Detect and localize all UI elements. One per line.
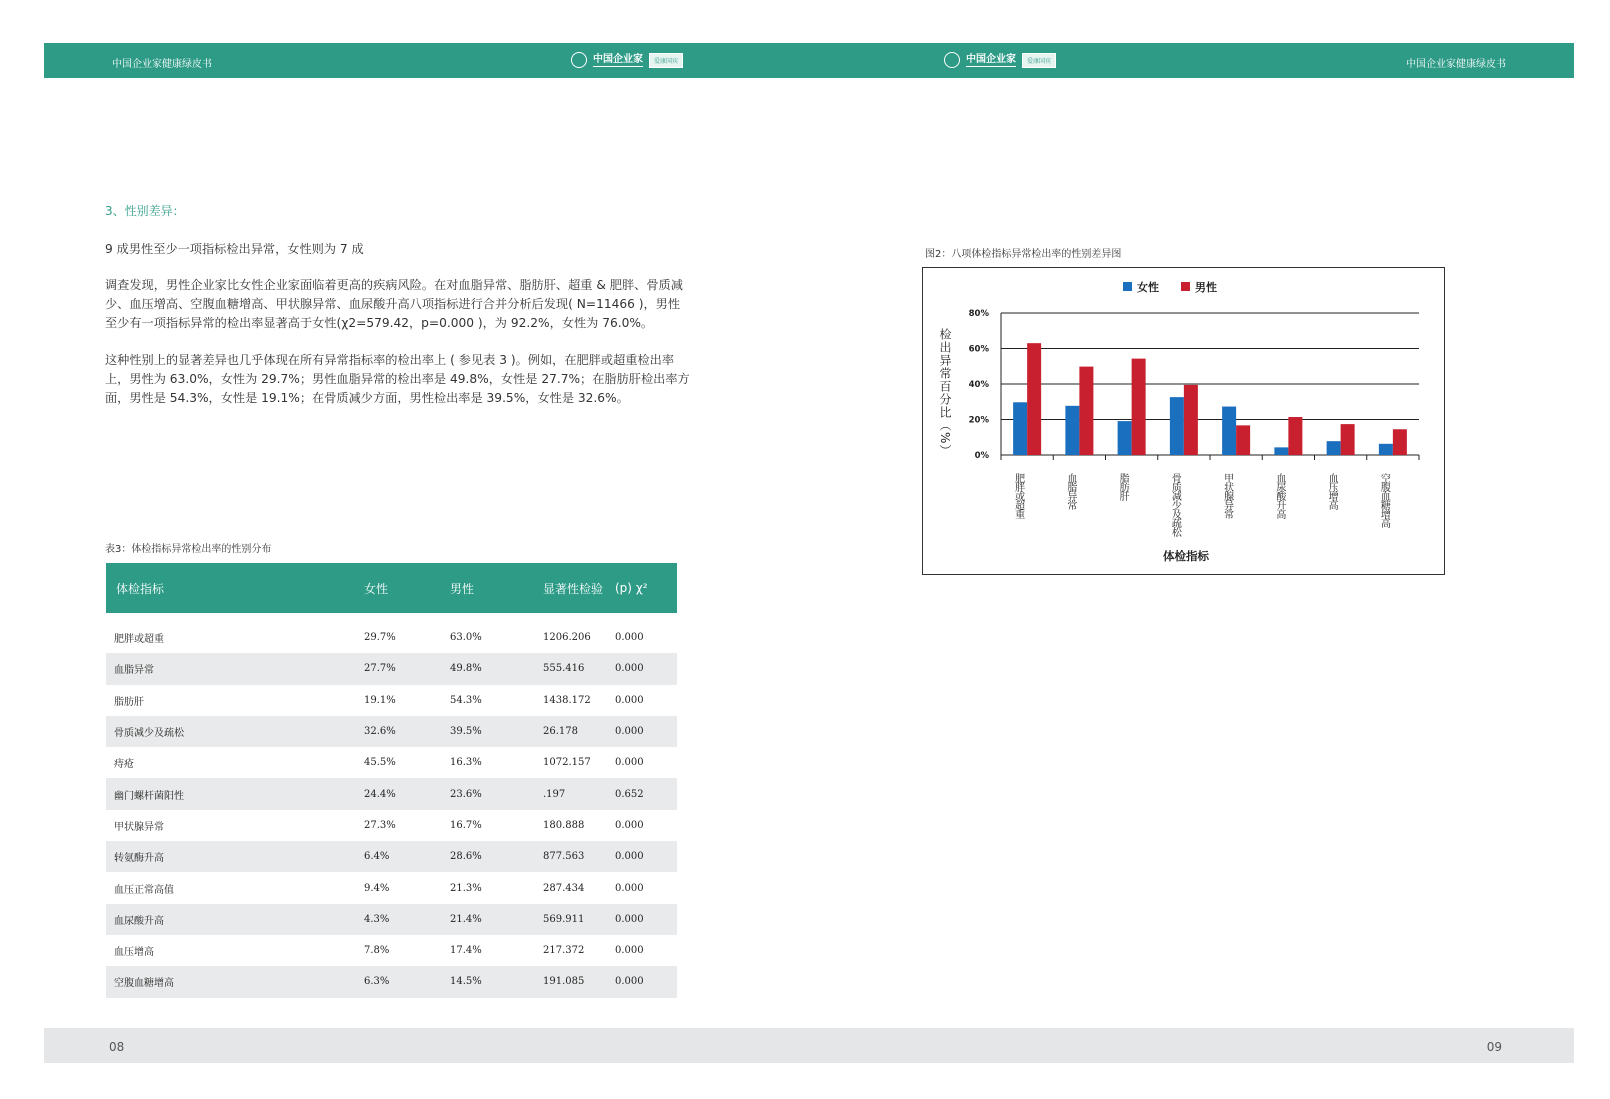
cell-male: 49.8% <box>450 653 543 684</box>
header-male: 男性 <box>450 563 543 613</box>
logo-left <box>571 51 683 69</box>
cell-female: 19.1% <box>364 694 396 706</box>
table-row <box>106 716 677 747</box>
table-header-row <box>106 563 677 613</box>
cell-p-value: 0.000 <box>615 819 644 831</box>
cell-p-value: 0.000 <box>615 653 677 684</box>
y-tick-label: 0% <box>974 451 989 461</box>
bar-male <box>1132 359 1146 455</box>
cell-male: 21.3% <box>450 882 482 894</box>
chart-caption: 图2：八项体检指标异常检出率的性别差异图 <box>925 249 1122 260</box>
cell-male: 23.6% <box>450 778 543 809</box>
logo-text-left: 中国企业家 <box>593 53 643 65</box>
cell-chi-square: 1438.172 <box>543 694 591 706</box>
table-body <box>106 613 677 998</box>
table-row <box>106 685 677 716</box>
cell-chi-square: 26.178 <box>543 716 615 747</box>
header-test-label: 显著性检验 <box>543 581 604 596</box>
cell-p-value: 0.000 <box>615 632 644 644</box>
cell-indicator: 幽门螺杆菌阳性 <box>106 778 364 809</box>
x-tick-label: 空腹血糖增高 <box>1378 473 1390 527</box>
bar-male <box>1184 385 1198 455</box>
table-row <box>106 810 677 841</box>
cell-female: 27.7% <box>364 653 450 684</box>
cell-male: 28.6% <box>450 841 543 872</box>
bar-female <box>1379 444 1393 455</box>
page-number-left: 08 <box>109 1040 125 1054</box>
cell-chi-square: 191.085 <box>543 966 615 997</box>
legend-swatch-female <box>1123 282 1132 291</box>
table-row <box>106 653 677 684</box>
cell-p-value: 0.000 <box>615 945 644 957</box>
table-row <box>106 778 677 809</box>
x-tick-label: 血压增高 <box>1326 473 1338 509</box>
cell-indicator: 血压正常高值 <box>114 884 174 896</box>
x-tick-label: 骨质减少及疏松 <box>1169 473 1181 536</box>
cell-female: 7.8% <box>364 945 390 957</box>
cell-indicator: 脂肪肝 <box>114 696 144 708</box>
bar-female <box>1065 406 1079 455</box>
cell-indicator: 空腹血糖增高 <box>106 966 364 997</box>
x-tick-label: 甲状腺异常 <box>1221 473 1233 518</box>
legend-label-female: 女性 <box>1137 281 1159 294</box>
header-title-left: 中国企业家健康绿皮书 <box>112 59 212 70</box>
legend-swatch-male <box>1181 282 1190 291</box>
legend-label-male: 男性 <box>1195 281 1217 294</box>
cell-indicator: 肥胖或超重 <box>114 634 164 646</box>
cell-p-value: 0.000 <box>615 694 644 706</box>
cell-male: 14.5% <box>450 966 543 997</box>
cell-chi-square: 555.416 <box>543 653 615 684</box>
table-row <box>106 872 677 903</box>
header-title-right: 中国企业家健康绿皮书 <box>1406 59 1506 70</box>
cell-male: 21.4% <box>450 904 543 935</box>
bar-female <box>1222 407 1236 455</box>
bar-female <box>1274 447 1288 455</box>
chart-frame <box>922 267 1445 575</box>
cell-male: 39.5% <box>450 716 543 747</box>
cell-chi-square: 180.888 <box>543 819 585 831</box>
cell-p-value: 0.000 <box>615 716 677 747</box>
table-row <box>106 966 677 997</box>
cell-p-value: 0.000 <box>615 841 677 872</box>
cell-female: 6.3% <box>364 966 450 997</box>
bar-female <box>1013 402 1027 455</box>
seal-icon <box>571 52 587 68</box>
table-row <box>106 747 677 778</box>
bar-male <box>1236 425 1250 455</box>
seal-icon <box>944 52 960 68</box>
bar-male <box>1288 417 1302 455</box>
cell-chi-square: .197 <box>543 778 615 809</box>
logo-badge-right: 爱康国宾 <box>1022 53 1056 68</box>
header-p-chi <box>615 563 677 613</box>
header-chi: χ² <box>635 581 648 595</box>
cell-female: 4.3% <box>364 904 450 935</box>
table-row <box>106 841 677 872</box>
cell-indicator: 转氨酶升高 <box>106 841 364 872</box>
cell-p-value: 0.000 <box>615 904 677 935</box>
paragraph-1: 调查发现，男性企业家比女性企业家面临着更高的疾病风险。在对血脂异常、脂肪肝、超重 & 肥胖、骨质减少、血压增高、空腹血糖增高、甲状腺异常、血尿酸升高八项指标进行合并分析后发现( N=11466 )，男性至少有一项指标异常的检出率显著高于女性(χ2=579.42，p=0.000 )，为 92.2%，女性为 76.0%。 <box>105 278 683 330</box>
bar-male <box>1393 429 1407 455</box>
header-p: (p) <box>615 581 632 595</box>
y-tick-label: 20% <box>968 415 989 426</box>
table-spacer <box>106 613 677 622</box>
bar-chart <box>923 268 1444 574</box>
logo-badge-left: 爱康国宾 <box>649 53 683 68</box>
cell-female: 9.4% <box>364 882 390 894</box>
bar-male <box>1341 424 1355 455</box>
page-number-right: 09 <box>1486 1040 1502 1054</box>
cell-female: 24.4% <box>364 778 450 809</box>
cell-indicator: 甲状腺异常 <box>114 821 164 833</box>
cell-p-value: 0.652 <box>615 778 677 809</box>
cell-male: 17.4% <box>450 945 482 957</box>
cell-indicator: 血尿酸升高 <box>106 904 364 935</box>
header-indicator: 体检指标 <box>106 563 364 613</box>
cell-female: 45.5% <box>364 757 396 769</box>
cell-chi-square: 877.563 <box>543 841 615 872</box>
cell-male: 16.3% <box>450 757 482 769</box>
cell-female: 32.6% <box>364 716 450 747</box>
cell-chi-square: 287.434 <box>543 882 585 894</box>
bar-male <box>1027 343 1041 455</box>
x-tick-label: 血尿酸升高 <box>1273 473 1285 518</box>
table-row <box>106 904 677 935</box>
cell-indicator: 骨质减少及疏松 <box>106 716 364 747</box>
y-tick-label: 60% <box>968 344 989 355</box>
header-test <box>543 563 615 613</box>
cell-chi-square: 217.372 <box>543 945 585 957</box>
cell-p-value: 0.000 <box>615 757 644 769</box>
table-row <box>106 935 677 966</box>
logo-text-right: 中国企业家 <box>966 53 1016 65</box>
y-tick-label: 80% <box>968 309 989 319</box>
x-tick-label: 肥胖或超重 <box>1012 473 1024 518</box>
cell-p-value: 0.000 <box>615 966 677 997</box>
header-bar <box>44 43 1574 78</box>
cell-indicator: 痔疮 <box>114 759 134 771</box>
bar-female <box>1327 441 1341 455</box>
x-axis-label: 体检指标 <box>1163 549 1209 563</box>
cell-male: 16.7% <box>450 819 482 831</box>
header-female: 女性 <box>364 563 450 613</box>
cell-male: 54.3% <box>450 694 482 706</box>
cell-female: 29.7% <box>364 632 396 644</box>
x-tick-label: 脂肪肝 <box>1117 473 1129 500</box>
cell-chi-square: 1072.157 <box>543 757 591 769</box>
section-lead: 9 成男性至少一项指标检出异常，女性则为 7 成 <box>105 242 364 256</box>
footer-bar <box>44 1028 1574 1063</box>
cell-p-value: 0.000 <box>615 882 644 894</box>
bar-male <box>1079 367 1093 455</box>
paragraph-2: 这种性别上的显著差异也几乎体现在所有异常指标率的检出率上 ( 参见表 3 )。例如，在肥胖或超重检出率上，男性为 63.0%，女性为 29.7%；男性血脂异常的检出率是 49.8%，女性是 27.7%；在脂肪肝检出率方面，男性是 54.3%，女性是 19.1%；在骨质减少方面，男性检出率是 39.5%，女性是 32.6%。 <box>105 353 690 405</box>
bar-female <box>1118 421 1132 455</box>
y-tick-label: 40% <box>968 380 989 390</box>
cell-female: 6.4% <box>364 841 450 872</box>
cell-male: 63.0% <box>450 632 482 644</box>
table-caption: 表3：体检指标异常检出率的性别分布 <box>105 544 272 555</box>
x-tick-label: 血脂异常 <box>1064 473 1076 509</box>
y-axis-label: 检出异常百分比（%） <box>938 328 952 458</box>
cell-indicator: 血压增高 <box>114 947 154 959</box>
section-title: 3、性别差异： <box>105 204 185 218</box>
logo-right <box>944 51 1056 69</box>
table-row <box>106 622 677 653</box>
cell-indicator: 血脂异常 <box>106 653 364 684</box>
data-table <box>106 563 677 998</box>
bar-female <box>1170 397 1184 455</box>
cell-female: 27.3% <box>364 819 396 831</box>
cell-chi-square: 1206.206 <box>543 632 591 644</box>
cell-chi-square: 569.911 <box>543 904 615 935</box>
